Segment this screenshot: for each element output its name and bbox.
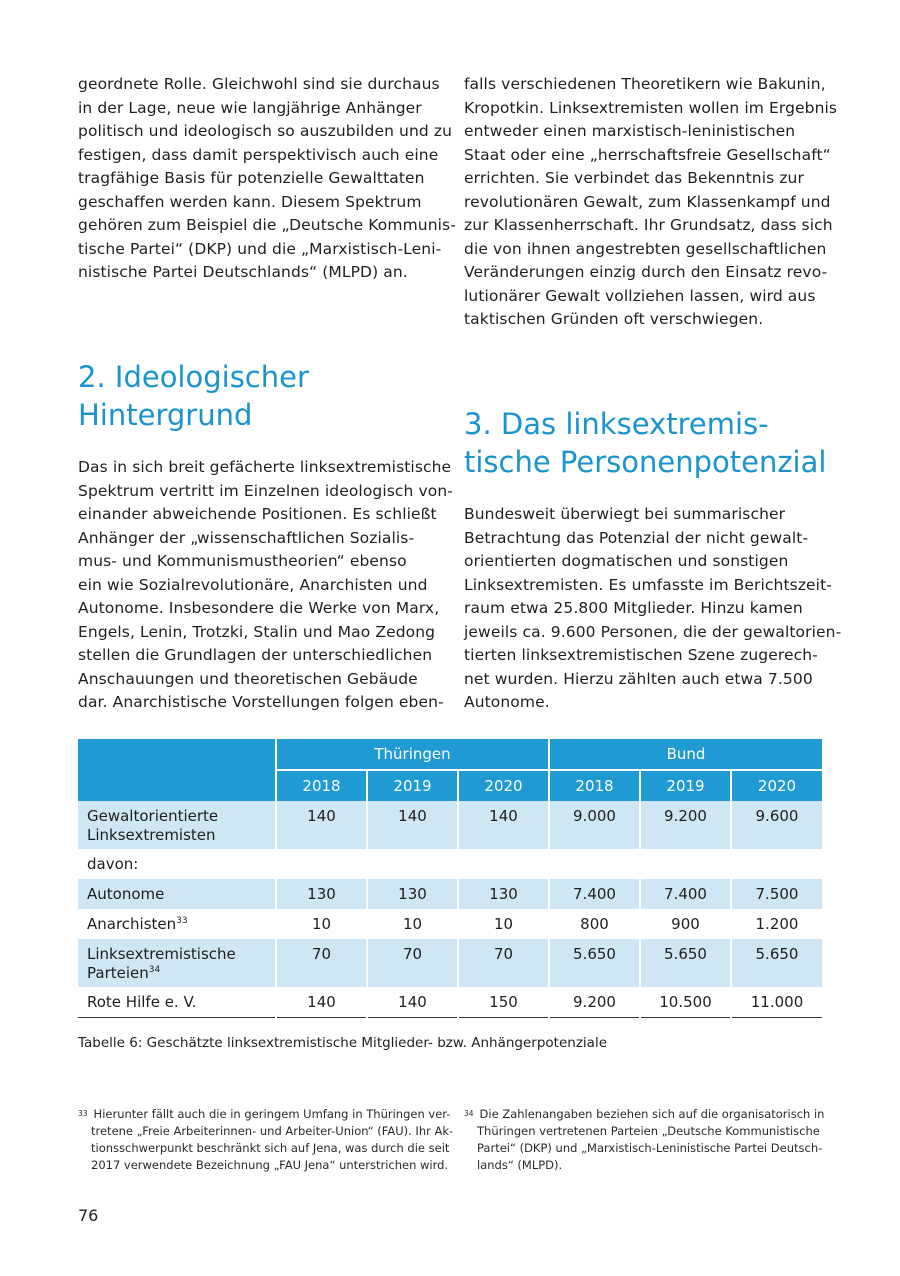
table-cell: 900 (640, 909, 731, 939)
table-cell: 9.200 (549, 987, 640, 1017)
personenpotenzial-paragraph (464, 503, 842, 715)
table-cell: 70 (458, 939, 549, 987)
text-line: Spektrum vertritt im Einzelnen ideologisch von- (78, 481, 453, 500)
row-label: Rote Hilfe e. V. (78, 987, 276, 1017)
text-line: raum etwa 25.800 Mitglieder. Hinzu kamen (464, 599, 803, 617)
table-cell: 9.200 (640, 801, 731, 849)
row-label (78, 801, 276, 849)
text-line: Anhänger der „wissenschaftlichen Sozialis- (78, 528, 415, 547)
row-label-line: Parteien (87, 964, 149, 982)
section-heading-personenpotenzial (464, 405, 826, 481)
text-line: Anschauungen und theoretischen Gebäude (78, 669, 418, 688)
table-cell: 1.200 (731, 909, 822, 939)
footnote-line: Partei“ (DKP) und „Marxistisch-Leninistische Partei Deutsch- (477, 1141, 823, 1155)
membership-potential-table (78, 739, 822, 1018)
table-cell: 5.650 (549, 939, 640, 987)
row-label (78, 939, 276, 987)
text-line: geschaffen werden kann. Diesem Spektrum (78, 192, 422, 211)
table-row (78, 909, 822, 939)
footnote-line: tionsschwerpunkt beschränkt sich auf Jena, was durch die seit (91, 1141, 450, 1155)
table-cell: 9.000 (549, 801, 640, 849)
table-cell: 10 (367, 909, 458, 939)
footnote-34 (464, 1106, 825, 1174)
table-cell: 7.500 (731, 879, 822, 909)
text-line: Veränderungen einzig durch den Einsatz revo- (464, 263, 828, 281)
heading-line: Hintergrund (78, 398, 253, 432)
text-line: tragfähige Basis für potenzielle Gewalttaten (78, 169, 425, 187)
text-line: Betrachtung das Potenzial der nicht gewalt- (464, 528, 809, 547)
text-line: tierten linksextremistischen Szene zugerech- (464, 646, 818, 664)
table-row (78, 879, 822, 909)
footnote-line: tretene „Freie Arbeiterinnen- und Arbeiter-Union“ (FAU). Ihr Ak- (91, 1124, 454, 1138)
table-cell: 70 (367, 939, 458, 987)
table-group-header-row (78, 739, 822, 770)
text-line: Kropotkin. Linksextremisten wollen im Ergebnis (464, 98, 838, 117)
table-cell: 10 (458, 909, 549, 939)
footnote-line: lands“ (MLPD). (477, 1158, 563, 1172)
table-cell: 150 (458, 987, 549, 1017)
table-cell: 70 (276, 939, 367, 987)
text-line: Staat oder eine „herrschaftsfreie Gesellschaft“ (464, 145, 831, 164)
text-line: politisch und ideologisch so auszubilden und zu (78, 122, 453, 140)
section-heading-ideologischer-hintergrund (78, 358, 309, 434)
footnote-number: 34 (464, 1109, 474, 1118)
footnote-text: Hierunter fällt auch die in geringem Umfang in Thüringen ver- (93, 1107, 451, 1121)
text-line: ein wie Sozialrevolutionäre, Anarchisten und (78, 575, 428, 594)
table-cell: 130 (276, 879, 367, 909)
year-header: 2020 (458, 770, 549, 801)
text-line: einander abweichende Positionen. Es schließt (78, 505, 437, 523)
heading-line: tische Personenpotenzial (464, 445, 827, 479)
table-cell: 140 (367, 801, 458, 849)
table-corner-cell (78, 739, 276, 801)
footnote-line (78, 1106, 451, 1123)
page-number: 76 (78, 1206, 99, 1225)
footnote-line: Thüringen vertretenen Parteien „Deutsche Kommunistische (477, 1124, 820, 1138)
text-line: geordnete Rolle. Gleichwohl sind sie durchaus (78, 75, 440, 93)
table-caption: Tabelle 6: Geschätzte linksextremistische Mitglieder- bzw. Anhängerpotenziale (78, 1035, 607, 1051)
text-line: revolutionären Gewalt, zum Klassenkampf und (464, 192, 831, 211)
table-cell: 9.600 (731, 801, 822, 849)
footnote-ref: 33 (176, 916, 188, 926)
row-label-line: Linksextremistische (87, 945, 236, 963)
footnote-line (464, 1106, 825, 1123)
text-line: Das in sich breit gefächerte linksextremistische (78, 458, 452, 476)
text-line: mus- und Kommunismustheorien“ ebenso (78, 552, 407, 570)
table-cell: 10.500 (640, 987, 731, 1017)
footnote-ref: 34 (148, 965, 161, 975)
text-line: nistische Partei Deutschlands“ (MLPD) an. (78, 263, 408, 281)
footnote-text: Die Zahlenangaben beziehen sich auf die organisatorisch in (479, 1107, 825, 1121)
footnote-line: 2017 verwendete Bezeichnung „FAU Jena“ unterstrichen wird. (91, 1158, 449, 1172)
row-label: Autonome (78, 879, 276, 909)
text-line: net wurden. Hierzu zählten auch etwa 7.500 (464, 669, 813, 688)
table-cell: 7.400 (549, 879, 640, 909)
year-header: 2019 (367, 770, 458, 801)
text-line: in der Lage, neue wie langjährige Anhänger (78, 98, 422, 117)
text-line: die von ihnen angestrebten gesellschaftlichen (464, 239, 827, 258)
year-header: 2020 (731, 770, 822, 801)
table-cell: 140 (458, 801, 549, 849)
year-header: 2018 (549, 770, 640, 801)
table-cell: 10 (276, 909, 367, 939)
text-line: tische Partei“ (DKP) und die „Marxistisch-Leni- (78, 239, 442, 258)
table-row (78, 939, 822, 987)
row-label: davon: (87, 855, 139, 873)
heading-line: 2. Ideologischer (78, 360, 309, 394)
text-line: entweder einen marxistisch-leninistischen (464, 122, 796, 140)
text-line: taktischen Gründen oft verschwiegen. (464, 310, 764, 328)
right-column-continued-text (464, 73, 838, 332)
text-line: Linksextremisten. Es umfasste im Berichtszeit- (464, 575, 832, 594)
table-cell: 140 (276, 801, 367, 849)
table-cell: 140 (276, 987, 367, 1017)
table-cell: 7.400 (640, 879, 731, 909)
text-line: gehören zum Beispiel die „Deutsche Kommunis- (78, 216, 456, 234)
year-header: 2018 (276, 770, 367, 801)
text-line: lutionärer Gewalt vollziehen lassen, wird aus (464, 286, 816, 305)
text-line: Autonome. (464, 693, 550, 711)
group-header-thueringen: Thüringen (276, 739, 549, 770)
row-label (78, 909, 276, 939)
table-cell: 800 (549, 909, 640, 939)
row-label-text: Anarchisten (87, 915, 177, 933)
table-cell: 5.650 (731, 939, 822, 987)
table-row (78, 849, 822, 879)
text-line: Bundesweit überwiegt bei summarischer (464, 505, 786, 523)
text-line: errichten. Sie verbindet das Bekenntnis zur (464, 169, 804, 187)
table-cell: 130 (458, 879, 549, 909)
text-line: jeweils ca. 9.600 Personen, die der gewaltorien- (464, 622, 842, 641)
table-cell: 5.650 (640, 939, 731, 987)
row-label-line: Gewaltorientierte (87, 807, 219, 825)
footnote-number: 33 (78, 1109, 88, 1118)
table-row (78, 801, 822, 849)
text-line: orientierten dogmatischen und sonstigen (464, 552, 789, 570)
table-cell: 11.000 (731, 987, 822, 1017)
left-column-continued-text (78, 73, 456, 285)
row-label-line: Linksextremisten (87, 826, 216, 844)
table-cell: 130 (367, 879, 458, 909)
heading-line: 3. Das linksextremis- (464, 407, 769, 441)
text-line: Autonome. Insbesondere die Werke von Marx, (78, 599, 440, 617)
group-header-bund: Bund (549, 739, 822, 770)
ideologischer-hintergrund-paragraph (78, 456, 453, 715)
text-line: dar. Anarchistische Vorstellungen folgen eben- (78, 693, 444, 711)
text-line: Engels, Lenin, Trotzki, Stalin und Mao Zedong (78, 622, 436, 641)
text-line: falls verschiedenen Theoretikern wie Bakunin, (464, 75, 826, 93)
text-line: zur Klassenherrschaft. Ihr Grundsatz, dass sich (464, 216, 833, 234)
text-line: festigen, dass damit perspektivisch auch eine (78, 145, 439, 164)
table-cell: 140 (367, 987, 458, 1017)
year-header: 2019 (640, 770, 731, 801)
footnote-33 (78, 1106, 454, 1174)
text-line: stellen die Grundlagen der unterschiedlichen (78, 646, 433, 664)
table-row (78, 987, 822, 1017)
